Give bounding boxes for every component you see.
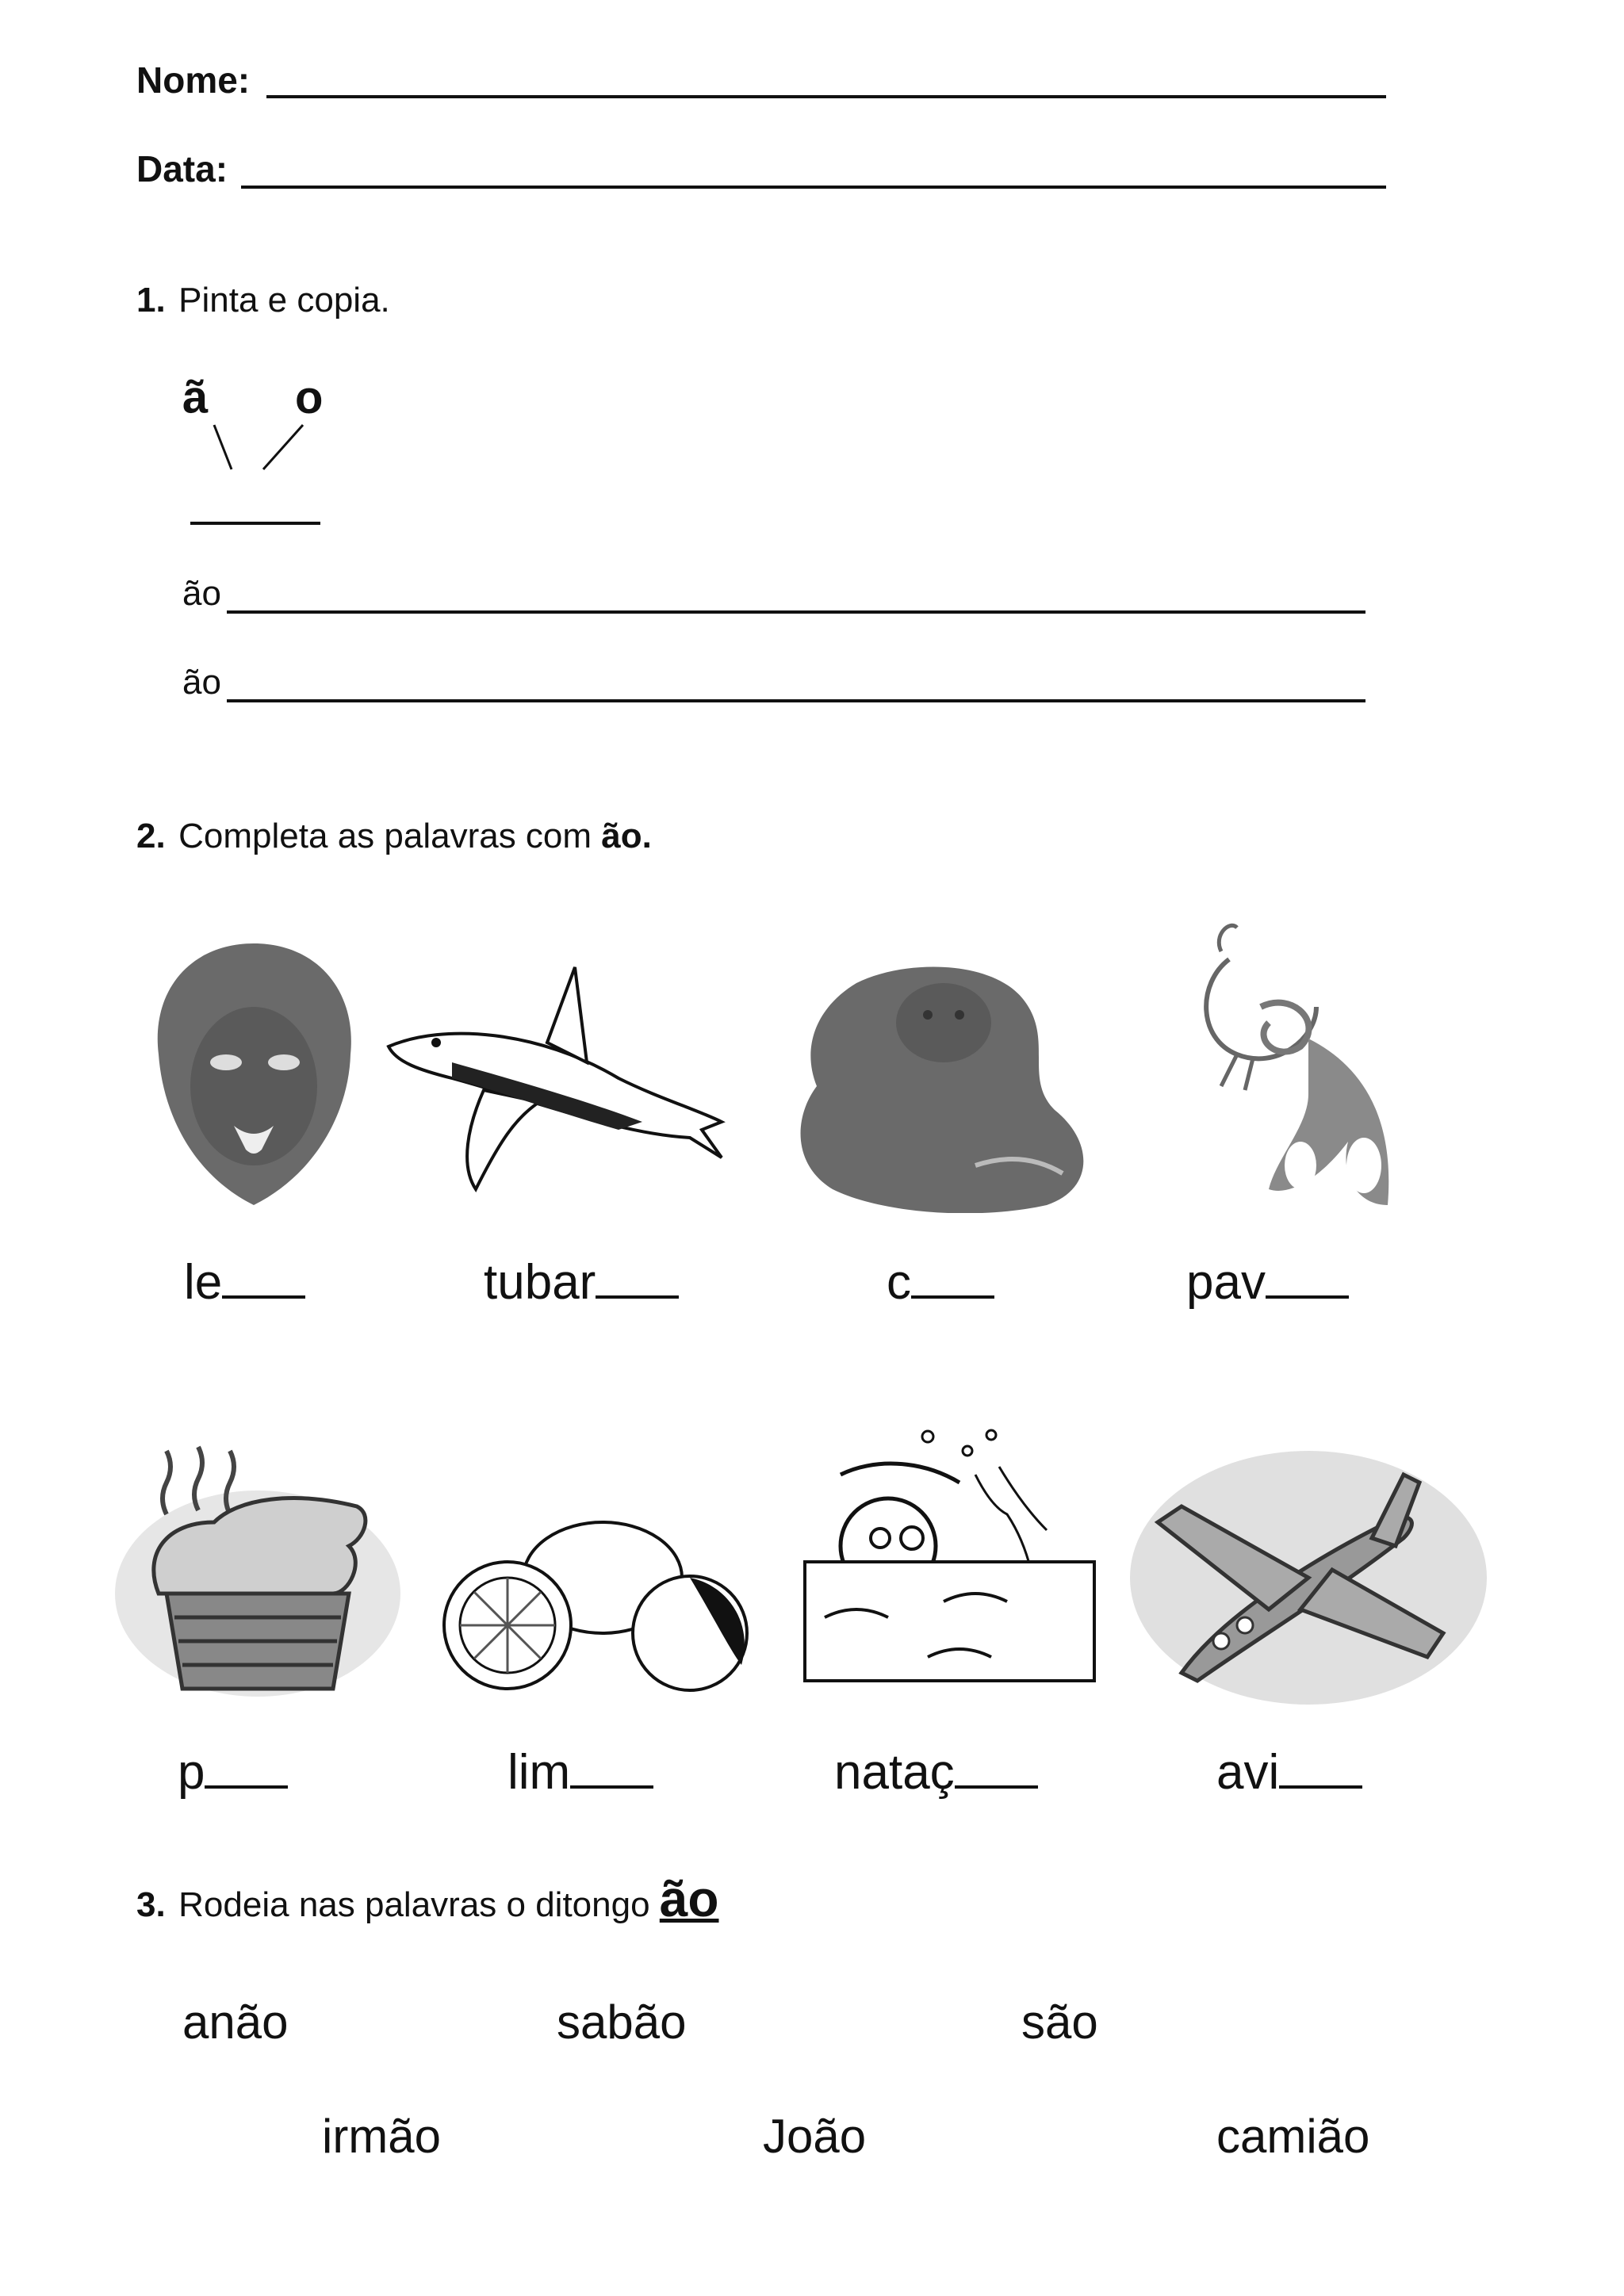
word-tubar: [484, 1254, 679, 1311]
word-avi-blank[interactable]: [1279, 1744, 1362, 1789]
lemon-icon: [428, 1506, 761, 1697]
question-3-number: 3.: [136, 1885, 166, 1924]
word-irmao[interactable]: irmão: [322, 2110, 442, 2163]
word-p: [178, 1744, 288, 1800]
word-natac-stem: nataç: [834, 1745, 955, 1800]
word-c: [887, 1254, 994, 1311]
question-3-diphthong: ão: [659, 1870, 719, 1927]
word-lim-stem: lim: [508, 1745, 571, 1800]
swimmer-icon: [801, 1427, 1102, 1689]
date-field[interactable]: [241, 186, 1386, 189]
lion-icon: [143, 936, 365, 1213]
word-c-stem: c: [887, 1255, 911, 1310]
diphthong-blank[interactable]: [190, 522, 320, 525]
word-joao[interactable]: João: [763, 2110, 867, 2163]
name-label: Nome:: [136, 59, 251, 101]
letter-a-tilde: ã: [182, 372, 209, 423]
question-2-number: 2.: [136, 817, 166, 855]
word-avi: [1216, 1744, 1362, 1800]
word-pav-stem: pav: [1186, 1255, 1266, 1310]
bread-basket-icon: [111, 1435, 404, 1705]
word-lim: [508, 1744, 653, 1800]
word-natac-blank[interactable]: [955, 1744, 1038, 1789]
word-c-blank[interactable]: [911, 1254, 994, 1299]
word-tubar-stem: tubar: [484, 1255, 596, 1310]
copy-line-2[interactable]: [227, 699, 1365, 702]
word-p-blank[interactable]: [205, 1744, 288, 1789]
dog-icon: [785, 959, 1102, 1213]
name-field[interactable]: [266, 95, 1386, 98]
word-anao[interactable]: anão: [182, 1996, 289, 2049]
word-le-blank[interactable]: [222, 1254, 305, 1299]
question-3-title: [136, 1869, 718, 1928]
word-le: [184, 1254, 305, 1311]
word-natac: [834, 1744, 1038, 1800]
date-label: Data:: [136, 148, 228, 189]
word-pav: [1186, 1254, 1349, 1311]
word-tubar-blank[interactable]: [596, 1254, 679, 1299]
word-pav-blank[interactable]: [1266, 1254, 1349, 1299]
word-le-stem: le: [184, 1255, 223, 1310]
peacock-icon: [1166, 904, 1419, 1221]
letter-o: o: [295, 372, 324, 423]
word-camiao[interactable]: camião: [1216, 2110, 1370, 2163]
airplane-icon: [1126, 1443, 1491, 1712]
question-1-text: Pinta e copia.: [178, 281, 390, 320]
word-p-stem: p: [178, 1745, 205, 1800]
word-avi-stem: avi: [1216, 1745, 1280, 1800]
join-lines-icon: [198, 419, 325, 474]
question-3-text: Rodeia nas palavras o ditongo: [178, 1885, 660, 1924]
copy-line-2-prefix: ão: [182, 663, 221, 702]
word-lim-blank[interactable]: [570, 1744, 653, 1789]
question-2-title: [136, 817, 652, 856]
word-sao[interactable]: são: [1021, 1996, 1098, 2049]
question-2-text: Completa as palavras com: [178, 817, 602, 855]
copy-line-1[interactable]: [227, 610, 1365, 614]
shark-icon: [381, 959, 730, 1197]
question-1-title: [136, 281, 390, 320]
word-sabao[interactable]: sabão: [557, 1996, 687, 2049]
copy-line-1-prefix: ão: [182, 574, 221, 613]
question-2-bold: ão.: [601, 817, 652, 855]
question-1-number: 1.: [136, 281, 166, 320]
